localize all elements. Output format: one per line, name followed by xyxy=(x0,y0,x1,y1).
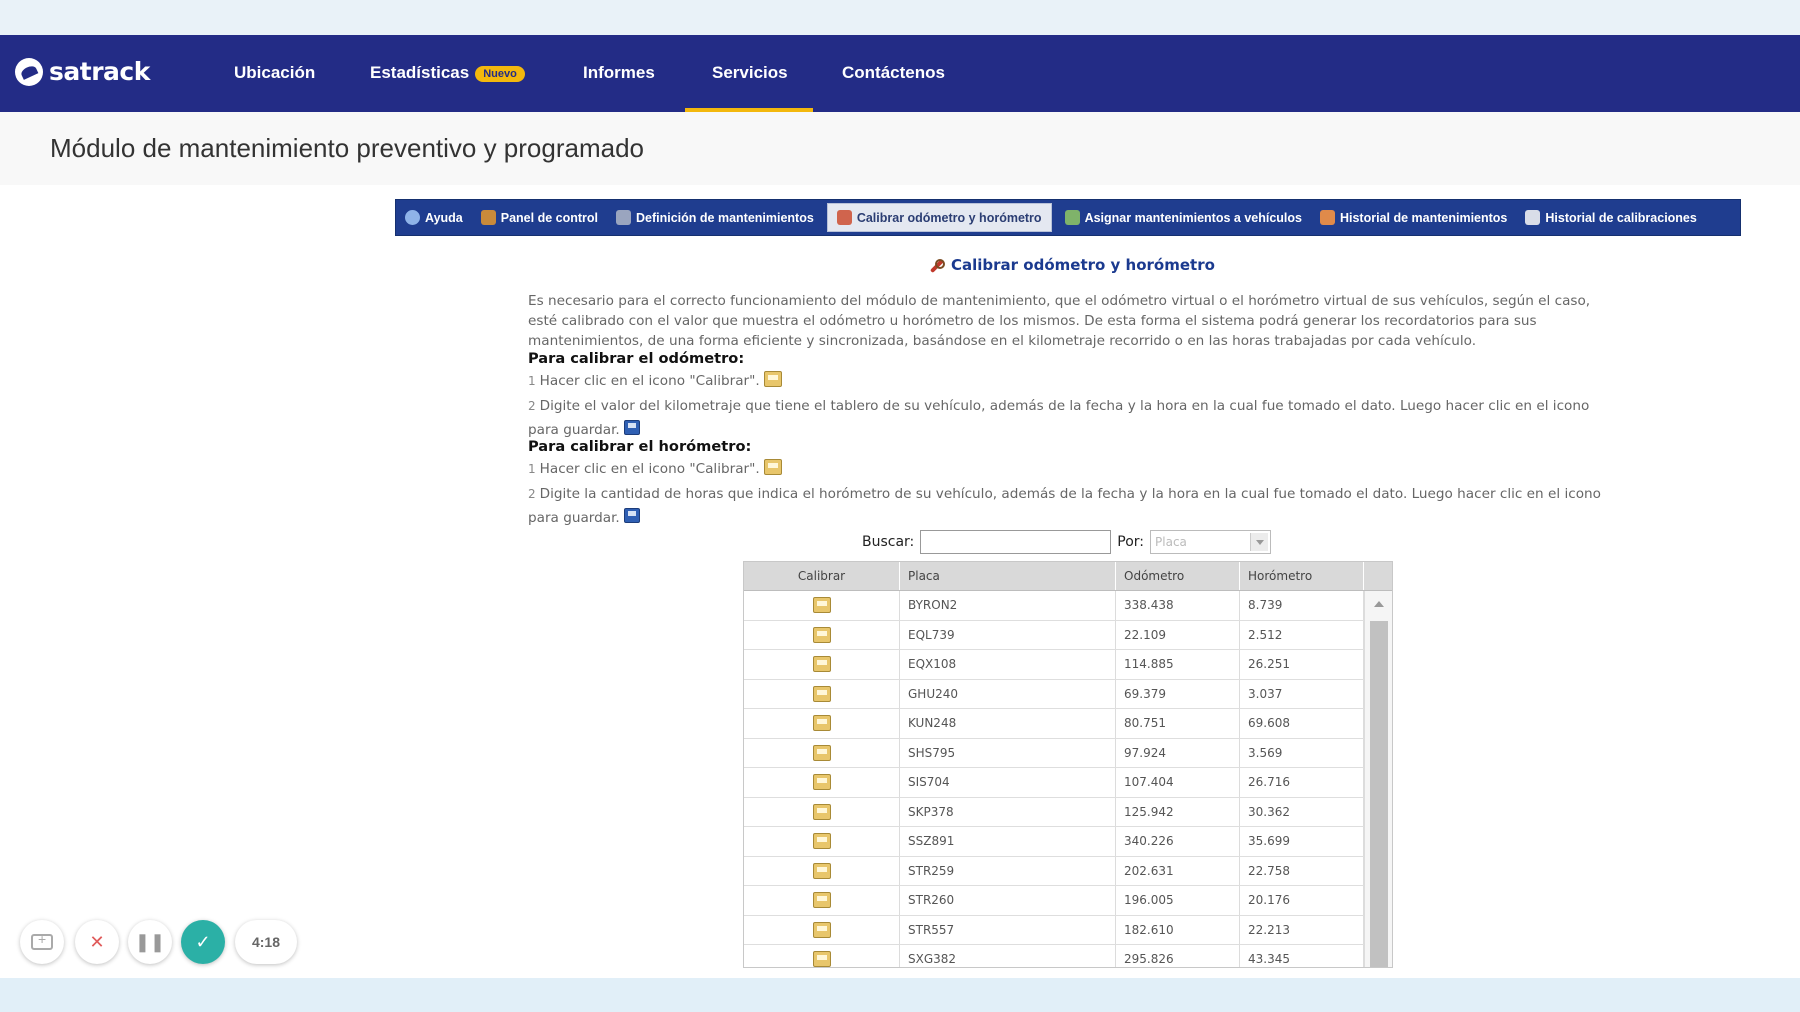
hourmeter-cell: 8.739 xyxy=(1240,591,1364,620)
calibrate-cell xyxy=(744,945,900,968)
table-row xyxy=(744,916,1392,946)
hourmeter-cell: 22.213 xyxy=(1240,916,1364,945)
odometer-cell: 69.379 xyxy=(1116,680,1240,709)
logo-icon xyxy=(15,58,43,86)
table-header xyxy=(744,562,1392,591)
table-row xyxy=(744,621,1392,651)
search-row xyxy=(862,530,1271,554)
calibrate-icon[interactable] xyxy=(813,627,831,643)
scroll-thumb[interactable] xyxy=(1370,621,1388,968)
top-strip xyxy=(0,0,1800,35)
tab-definicion-label: Definición de mantenimientos xyxy=(636,210,814,225)
plate-cell: SIS704 xyxy=(900,768,1116,797)
calibrate-icon[interactable] xyxy=(813,804,831,820)
odometer-step-2 xyxy=(528,394,1606,442)
hourmeter-cell: 2.512 xyxy=(1240,621,1364,650)
plate-cell: STR260 xyxy=(900,886,1116,915)
calibrate-icon[interactable] xyxy=(813,922,831,938)
calibrate-icon[interactable] xyxy=(813,951,831,967)
plate-cell: STR557 xyxy=(900,916,1116,945)
check-icon: ✓ xyxy=(195,931,211,952)
cancel-recording-button[interactable] xyxy=(75,920,119,964)
pause-icon: ❚❚ xyxy=(134,931,166,952)
search-label: Buscar: xyxy=(862,534,915,550)
nav-informes[interactable]: Informes xyxy=(583,63,655,82)
hourmeter-step-1 xyxy=(528,457,1606,481)
odometer-cell: 295.826 xyxy=(1116,945,1240,968)
odometer-step-1-text: Hacer clic en el icono "Calibrar". xyxy=(539,373,760,389)
hourmeter-cell: 26.716 xyxy=(1240,768,1364,797)
hourmeter-step-2-text: Digite la cantidad de horas que indica el horómetro de su vehículo, además de la fecha y la hora en la cual fue tomado el dato. Luego hacer clic en el icono para guardar. xyxy=(528,486,1601,526)
nav-contactenos[interactable]: Contáctenos xyxy=(842,63,945,82)
tab-panel-de-control[interactable] xyxy=(472,203,607,232)
calibrate-icon[interactable] xyxy=(813,656,831,672)
save-icon xyxy=(624,420,640,435)
intro-paragraph: Es necesario para el correcto funcionamiento del módulo de mantenimiento, que el odómetro virtual o el horómetro virtual de sus vehículos, según el caso, esté calibrado con el valor que muestra el odómetro u horómetro de los mismos. De esta forma el sistema podrá generar los recordatorios para sus mantenimientos, de una forma eficiente y sincronizada, basándose en el kilometraje recorrido o en las horas trabajadas por cada vehículo. xyxy=(528,293,1591,349)
wrench-icon xyxy=(837,210,852,225)
module-toolbar xyxy=(395,199,1741,236)
odometer-cell: 340.226 xyxy=(1116,827,1240,856)
calibrate-cell xyxy=(744,798,900,827)
col-horometro[interactable]: Horómetro xyxy=(1240,562,1364,590)
calibrate-icon[interactable] xyxy=(813,833,831,849)
section-title xyxy=(927,256,1215,274)
table-row xyxy=(744,709,1392,739)
step-number: 2 xyxy=(528,399,536,413)
calibrate-icon[interactable] xyxy=(813,863,831,879)
search-input[interactable] xyxy=(920,530,1111,554)
page-title: Módulo de mantenimiento preventivo y programado xyxy=(50,133,645,163)
calibrate-icon[interactable] xyxy=(813,686,831,702)
odometer-cell: 22.109 xyxy=(1116,621,1240,650)
hourmeter-cell: 69.608 xyxy=(1240,709,1364,738)
history-icon xyxy=(1320,210,1335,225)
col-placa[interactable]: Placa xyxy=(900,562,1116,590)
tab-calibrar[interactable] xyxy=(827,203,1052,232)
calibrate-cell xyxy=(744,857,900,886)
camera-icon xyxy=(31,934,53,950)
hourmeter-cell: 30.362 xyxy=(1240,798,1364,827)
calibrate-cell xyxy=(744,916,900,945)
odometer-cell: 338.438 xyxy=(1116,591,1240,620)
finish-recording-button[interactable] xyxy=(181,920,225,964)
satrack-logo[interactable] xyxy=(15,57,150,86)
calibrate-cell xyxy=(744,591,900,620)
nav-ubicacion[interactable]: Ubicación xyxy=(234,63,316,82)
step-number: 2 xyxy=(528,487,536,501)
hourmeter-cell: 26.251 xyxy=(1240,650,1364,679)
odometer-cell: 125.942 xyxy=(1116,798,1240,827)
odometer-step-1 xyxy=(528,369,1606,393)
title-bar xyxy=(0,112,1800,185)
table-row xyxy=(744,798,1392,828)
wrench-icon xyxy=(927,256,945,274)
tab-asignar-mantenimientos[interactable] xyxy=(1056,203,1311,232)
main-navbar xyxy=(0,35,1800,112)
tab-ayuda-label: Ayuda xyxy=(425,210,463,225)
table-row xyxy=(744,768,1392,798)
tab-historial-mant-label: Historial de mantenimientos xyxy=(1339,210,1508,225)
dashboard-icon xyxy=(481,210,496,225)
calibrate-icon xyxy=(764,459,782,475)
odometer-heading: Para calibrar el odómetro: xyxy=(528,350,745,367)
save-icon xyxy=(624,508,640,523)
hourmeter-step-1-text: Hacer clic en el icono "Calibrar". xyxy=(539,461,760,477)
nav-servicios[interactable]: Servicios xyxy=(712,63,788,82)
calibrate-cell xyxy=(744,709,900,738)
tab-asignar-label: Asignar mantenimientos a vehículos xyxy=(1084,210,1302,225)
plate-cell: SHS795 xyxy=(900,739,1116,768)
odometer-cell: 114.885 xyxy=(1116,650,1240,679)
nav-estadisticas-label: Estadísticas xyxy=(370,63,470,82)
odometer-cell: 182.610 xyxy=(1116,916,1240,945)
step-number: 1 xyxy=(528,374,536,388)
tools-icon xyxy=(616,210,631,225)
calibrate-icon[interactable] xyxy=(813,597,831,613)
add-camera-button[interactable] xyxy=(20,920,64,964)
tab-historial-mantenimientos[interactable] xyxy=(1311,203,1516,232)
plate-cell: SKP378 xyxy=(900,798,1116,827)
calibration-history-icon xyxy=(1525,210,1540,225)
calibrate-icon[interactable] xyxy=(813,715,831,731)
hourmeter-cell: 3.037 xyxy=(1240,680,1364,709)
table-row xyxy=(744,945,1392,968)
logo-text: satrack xyxy=(49,57,150,86)
col-odometro[interactable]: Odómetro xyxy=(1116,562,1240,590)
table-row xyxy=(744,886,1392,916)
plate-cell: KUN248 xyxy=(900,709,1116,738)
table-row xyxy=(744,680,1392,710)
table-row xyxy=(744,857,1392,887)
calibrate-cell xyxy=(744,827,900,856)
help-icon xyxy=(405,210,420,225)
assign-icon xyxy=(1065,210,1080,225)
tab-ayuda[interactable] xyxy=(396,203,472,232)
col-calibrar[interactable]: Calibrar xyxy=(744,562,900,590)
calibrate-icon xyxy=(764,371,782,387)
table-row xyxy=(744,650,1392,680)
plate-cell: SXG382 xyxy=(900,945,1116,968)
section-title-text: Calibrar odómetro y horómetro xyxy=(951,256,1215,274)
plate-cell: EQX108 xyxy=(900,650,1116,679)
close-icon: ✕ xyxy=(89,931,105,952)
calibrate-icon[interactable] xyxy=(813,892,831,908)
hourmeter-cell: 22.758 xyxy=(1240,857,1364,886)
hourmeter-cell: 3.569 xyxy=(1240,739,1364,768)
new-badge: Nuevo xyxy=(475,66,525,82)
odometer-cell: 107.404 xyxy=(1116,768,1240,797)
tab-historial-cal-label: Historial de calibraciones xyxy=(1545,210,1697,225)
search-by-label: Por: xyxy=(1117,534,1145,550)
table-body xyxy=(744,591,1392,968)
plate-cell: GHU240 xyxy=(900,680,1116,709)
hourmeter-heading: Para calibrar el horómetro: xyxy=(528,438,752,455)
pause-button[interactable] xyxy=(128,920,172,964)
table-row xyxy=(744,739,1392,769)
calibrate-icon[interactable] xyxy=(813,774,831,790)
table-scrollbar[interactable] xyxy=(1364,591,1392,968)
odometer-step-2-text: Digite el valor del kilometraje que tiene el tablero de su vehículo, además de la fecha y la hora en la cual fue tomado el dato. Luego hacer clic en el icono para guardar. xyxy=(528,398,1590,438)
hourmeter-cell: 20.176 xyxy=(1240,886,1364,915)
calibrate-cell xyxy=(744,650,900,679)
hourmeter-cell: 35.699 xyxy=(1240,827,1364,856)
plate-cell: STR259 xyxy=(900,857,1116,886)
calibrate-cell xyxy=(744,739,900,768)
plate-cell: EQL739 xyxy=(900,621,1116,650)
recording-timer: 4:18 xyxy=(235,920,297,964)
plate-cell: BYRON2 xyxy=(900,591,1116,620)
calibrate-cell xyxy=(744,680,900,709)
calibrate-cell xyxy=(744,886,900,915)
odometer-cell: 80.751 xyxy=(1116,709,1240,738)
nav-estadisticas[interactable] xyxy=(370,63,525,83)
odometer-cell: 97.924 xyxy=(1116,739,1240,768)
plate-cell: SSZ891 xyxy=(900,827,1116,856)
odometer-cell: 202.631 xyxy=(1116,857,1240,886)
hourmeter-step-2 xyxy=(528,482,1606,530)
odometer-cell: 196.005 xyxy=(1116,886,1240,915)
vehicles-table xyxy=(743,561,1393,968)
calibrate-cell xyxy=(744,768,900,797)
tab-calibrar-label: Calibrar odómetro y horómetro xyxy=(856,210,1042,225)
hourmeter-cell: 43.345 xyxy=(1240,945,1364,968)
calibrate-icon[interactable] xyxy=(813,745,831,761)
search-by-select[interactable] xyxy=(1150,530,1271,554)
search-by-placeholder: Placa xyxy=(1155,535,1187,549)
table-row xyxy=(744,591,1392,621)
step-number: 1 xyxy=(528,462,536,476)
tab-definicion-mantenimientos[interactable] xyxy=(607,203,823,232)
calibrate-cell xyxy=(744,621,900,650)
col-spacer xyxy=(1364,562,1392,590)
table-row xyxy=(744,827,1392,857)
tab-panel-label: Panel de control xyxy=(500,210,598,225)
chevron-down-icon[interactable] xyxy=(1250,533,1268,551)
bottom-strip xyxy=(0,978,1800,1012)
tab-historial-calibraciones[interactable] xyxy=(1516,203,1705,232)
scroll-up-icon[interactable] xyxy=(1374,601,1384,607)
